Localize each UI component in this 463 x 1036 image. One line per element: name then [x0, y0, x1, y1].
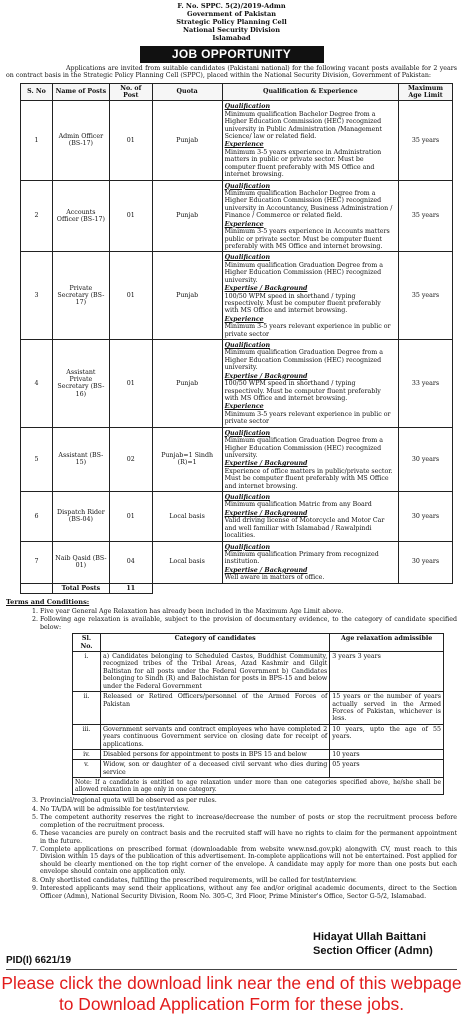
job-sno: 5 [21, 427, 53, 491]
job-row [21, 427, 453, 491]
job-qualification [222, 101, 398, 180]
job-num: 01 [109, 492, 152, 542]
qualification-heading: Qualification [224, 543, 271, 551]
terms-section [0, 599, 463, 900]
job-qualification [222, 252, 398, 340]
job-quota: Local basis [152, 541, 222, 583]
total-label: Total Posts [52, 583, 109, 593]
letterhead [0, 3, 463, 43]
total-value: 11 [109, 583, 152, 593]
job-row [21, 101, 453, 180]
job-row [21, 541, 453, 583]
qualification-heading: Qualification [224, 494, 271, 502]
term-2 [40, 616, 457, 795]
job-sno: 4 [21, 340, 53, 428]
relax-col-cat: Category of candidates [100, 634, 329, 652]
qualification-text: Minimum qualification Bachelor Degree from a Higher Education Commission (HEC) recognized university in Public Administration /Management Science/ law or related field. [224, 110, 382, 141]
job-num: 01 [109, 340, 152, 428]
job-sno: 1 [21, 101, 53, 180]
jobs-total-row [21, 583, 453, 593]
qualification-heading: Expertise / Background [224, 285, 308, 293]
job-num: 01 [109, 101, 152, 180]
job-quota: Punjab [152, 340, 222, 428]
cell-line: Strategic Policy Planning Cell [176, 17, 287, 26]
signatory-title: Section Officer (Admn) [313, 945, 433, 958]
job-sno: 2 [21, 180, 53, 252]
job-qualification [222, 541, 398, 583]
job-name: Assistant (BS-15) [52, 427, 109, 491]
relax-row [73, 692, 444, 725]
qualification-text: Minimum 3-5 years experience in Administration matters in public or private sector. Must be computer fluent preferably with MS Office and internet browsing. [224, 148, 382, 179]
job-num: 01 [109, 252, 152, 340]
qualification-text: Minimum qualification Graduation Degree from a Higher Education Commission (HEC) recognized university. [224, 261, 383, 284]
relax-category: Released or Retired Officers/personnel of the Armed Forces of Pakistan [100, 692, 329, 725]
job-name: Assistant Private Secretary (BS-16) [52, 340, 109, 428]
job-age-limit: 30 years [399, 492, 453, 542]
job-name: Private Secretary (BS-17) [52, 252, 109, 340]
qualification-heading: Expertise / Background [224, 566, 308, 574]
job-age-limit: 35 years [399, 180, 453, 252]
relax-note: Note: If a candidate is entitled to age relaxation under more than one categories specified above, he/she shall be allowed relaxation in age only in one category. [73, 778, 444, 795]
job-qualification [222, 427, 398, 491]
job-sno: 3 [21, 252, 53, 340]
job-row [21, 340, 453, 428]
pid-number: PID(I) 6621/19 [6, 955, 72, 966]
job-num: 01 [109, 180, 152, 252]
qualification-text: Minimum qualification Graduation Degree from a Higher Education Commission (HEC) recognized university. [224, 349, 383, 372]
qualification-heading: Experience [224, 403, 264, 411]
job-quota: Punjab [152, 252, 222, 340]
job-age-limit: 30 years [399, 427, 453, 491]
intro-paragraph [0, 65, 463, 80]
col-sno: S. No [21, 83, 53, 101]
qualification-heading: Qualification [224, 254, 271, 262]
job-num: 02 [109, 427, 152, 491]
qualification-heading: Qualification [224, 342, 271, 350]
col-qual: Qualification & Experience [222, 83, 398, 101]
term-3: 3. Provincial/regional quota will be observed as per rules. [40, 797, 457, 804]
job-quota: Local basis [152, 492, 222, 542]
job-row [21, 492, 453, 542]
jobs-table-header [21, 83, 453, 101]
col-name: Name of Posts [52, 83, 109, 101]
term-6: 6. These vacancies are purely on contract basis and the recruited staff will have no rights to claim for the permanent appointment in the future. [40, 830, 457, 845]
download-notice[interactable]: Please click the download link near the end of this webpage to Download Application Form for these jobs. [1, 973, 462, 1015]
qualification-text: Well aware in matters of office. [224, 574, 325, 582]
relax-age: 3 years 3 years [330, 651, 444, 691]
relax-sl: ii. [73, 692, 101, 725]
qualification-heading: Expertise / Background [224, 372, 308, 380]
job-name: Admin Officer (BS-17) [52, 101, 109, 180]
relax-age: 10 years [330, 750, 444, 760]
qualification-heading: Expertise / Background [224, 509, 308, 517]
job-num: 04 [109, 541, 152, 583]
job-sno: 6 [21, 492, 53, 542]
job-age-limit: 30 years [399, 541, 453, 583]
qualification-text: Experience of office matters in public/private sector. Must be computer fluent preferably with MS Office and internet browsing. [224, 467, 393, 490]
job-age-limit: 33 years [399, 340, 453, 428]
relax-category: Disabled persons for appointment to posts in BPS 15 and below [100, 750, 329, 760]
relax-sl: iv. [73, 750, 101, 760]
qualification-heading: Expertise / Background [224, 460, 308, 468]
term-2-text: Following age relaxation is available, subject to the provision of documentary evidence, to the category of candidate specified below: [40, 616, 457, 631]
relax-age: 15 years or the number of years actually served in the Armed Forces of Pakistan, whichever is less. [330, 692, 444, 725]
job-name: Dispatch Rider (BS-04) [52, 492, 109, 542]
term-8: 8. Only shortlisted candidates, fulfilling the prescribed requirements, will be called for test/interview. [40, 877, 457, 884]
qualification-text: Minimum 3-5 years experience in Accounts matters public or private sector. Must be computer fluent preferably with MS Office and internet browsing. [224, 228, 390, 250]
age-relaxation-table [72, 633, 444, 795]
qualification-heading: Experience [224, 220, 264, 228]
term-7: 7. Complete applications on prescribed format (downloadable from website www.nsd.gov.pk) alongwith CV, must reach to this Division within 15 days of the publication of this advertisement. In-complete applications will not be entertained. Post applied for should be clearly mentioned on the top right corner of the envelope. A candidate may apply for more than one posts but each envelope should contain one application only. [40, 846, 457, 876]
relax-sl: i. [73, 651, 101, 691]
terms-title: Terms and Conditions: [6, 598, 90, 607]
city-line: Islamabad [212, 33, 251, 42]
qualification-text: Minimum qualification Matric from any Board [224, 501, 372, 509]
qualification-text: Minimum qualification Graduation Degree from a Higher Education Commission (HEC) recognized university. [224, 437, 383, 459]
job-quota: Punjab [152, 180, 222, 252]
relax-category: Government servants and contract employees who have completed 2 years continuous Government service on closing date for receipt of applications. [100, 724, 329, 749]
job-row [21, 252, 453, 340]
relax-category: Widow, son or daughter of a deceased civil servant who dies during service [100, 760, 329, 778]
job-row [21, 180, 453, 252]
signature-block [313, 930, 433, 958]
jobs-table [20, 83, 453, 595]
job-quota: Punjab [152, 101, 222, 180]
qualification-heading: Experience [224, 141, 264, 149]
relax-category: a) Candidates belonging to Scheduled Castes, Buddhist Community, recognized tribes of the Tribal Areas, Azad Kashmir and Gilgit Baltistan for all posts under the Federal Government b) Candidates belonging to Sindh (R) and Balochistan for posts in BPS-15 and below under the Federal Government [100, 651, 329, 691]
relax-age: 05 years [330, 760, 444, 778]
qualification-text: Minimum 3-5 years relevant experience in public or private sector [224, 410, 391, 426]
qualification-text: Minimum qualification Bachelor Degree from a Higher Education Commission (HEC) recognized university in Accountancy, Business Administration / Finance / Commerce or related field. [224, 190, 393, 220]
qualification-text: Minimum qualification Primary from recognized institution. [224, 551, 379, 566]
col-age: Maximum Age Limit [399, 83, 453, 101]
term-4: 4. No TA/DA will be admissible for test/interview. [40, 806, 457, 813]
terms-list [40, 608, 457, 900]
signatory-name: Hidayat Ullah Baittani [313, 931, 427, 943]
term-1: 1. Five year General Age Relaxation has already been included in the Maximum Age Limit above. [40, 608, 457, 615]
job-quota: Punjab=1 Sindh (R)=1 [152, 427, 222, 491]
qualification-text: Minimum 3-5 years relevant experience in public or private sector [224, 323, 391, 338]
job-sno: 7 [21, 541, 53, 583]
job-age-limit: 35 years [399, 252, 453, 340]
qualification-heading: Qualification [224, 103, 271, 111]
relax-row [73, 760, 444, 778]
relax-col-age: Age relaxation admissible [330, 634, 444, 652]
relax-sl: v. [73, 760, 101, 778]
qualification-heading: Experience [224, 315, 264, 323]
term-5: 5. The competent authority reserves the right to increase/decrease the number of posts or stop the recruitment process before completion of the recruitment process. [40, 814, 457, 829]
relax-row [73, 651, 444, 691]
job-qualification [222, 492, 398, 542]
qualification-heading: Qualification [224, 182, 271, 190]
job-name: Accounts Officer (BS-17) [52, 180, 109, 252]
division-line: National Security Division [182, 25, 280, 34]
relax-col-sl: Sl. No. [73, 634, 101, 652]
job-qualification [222, 340, 398, 428]
job-age-limit: 35 years [399, 101, 453, 180]
intro-text: Applications are invited from suitable candidates (Pakistani national) for the following vacant posts available for 2 years on contract basis in the Strategic Policy Planning Cell (SPPC), placed within the National Security Division, Government of Pakistan: [6, 64, 457, 80]
col-quota: Quota [152, 83, 222, 101]
qualification-heading: Qualification [224, 429, 271, 437]
footer-divider [6, 969, 457, 970]
job-qualification [222, 180, 398, 252]
job-opportunity-banner: JOB OPPORTUNITY [140, 46, 324, 63]
qualification-text: 100/50 WPM speed in shorthand / typing respectively. Must be computer fluent preferably with MS Office and internet browsing. [224, 292, 381, 315]
qualification-text: Valid driving license of Motorcycle and Motor Car and well familiar with Islamabad / Rawalpindi localities. [224, 517, 385, 540]
government-line: Government of Pakistan [186, 9, 277, 18]
relax-header [73, 634, 444, 652]
relax-row [73, 724, 444, 749]
col-num: No. of Post [109, 83, 152, 101]
relax-age: 10 years, upto the age of 55 years. [330, 724, 444, 749]
term-9: 9. Interested applicants may send their applications, without any fee and/or original academic documents, direct to the Section Officer (Admn), National Security Division, Room No. 305-C, 3rd Floor, Prime Minister's Office, Sector G-5/2, Islamabad. [40, 885, 457, 900]
file-number: F. No. SPPC. 5(2)/2019-Admn [177, 2, 286, 10]
relax-row [73, 750, 444, 760]
qualification-text: 100/50 WPM speed in shorthand / typing respectively. Must be computer fluent preferably with MS Office and internet browsing. [224, 380, 381, 402]
relax-sl: iii. [73, 724, 101, 749]
job-name: Naib Qasid (BS-01) [52, 541, 109, 583]
